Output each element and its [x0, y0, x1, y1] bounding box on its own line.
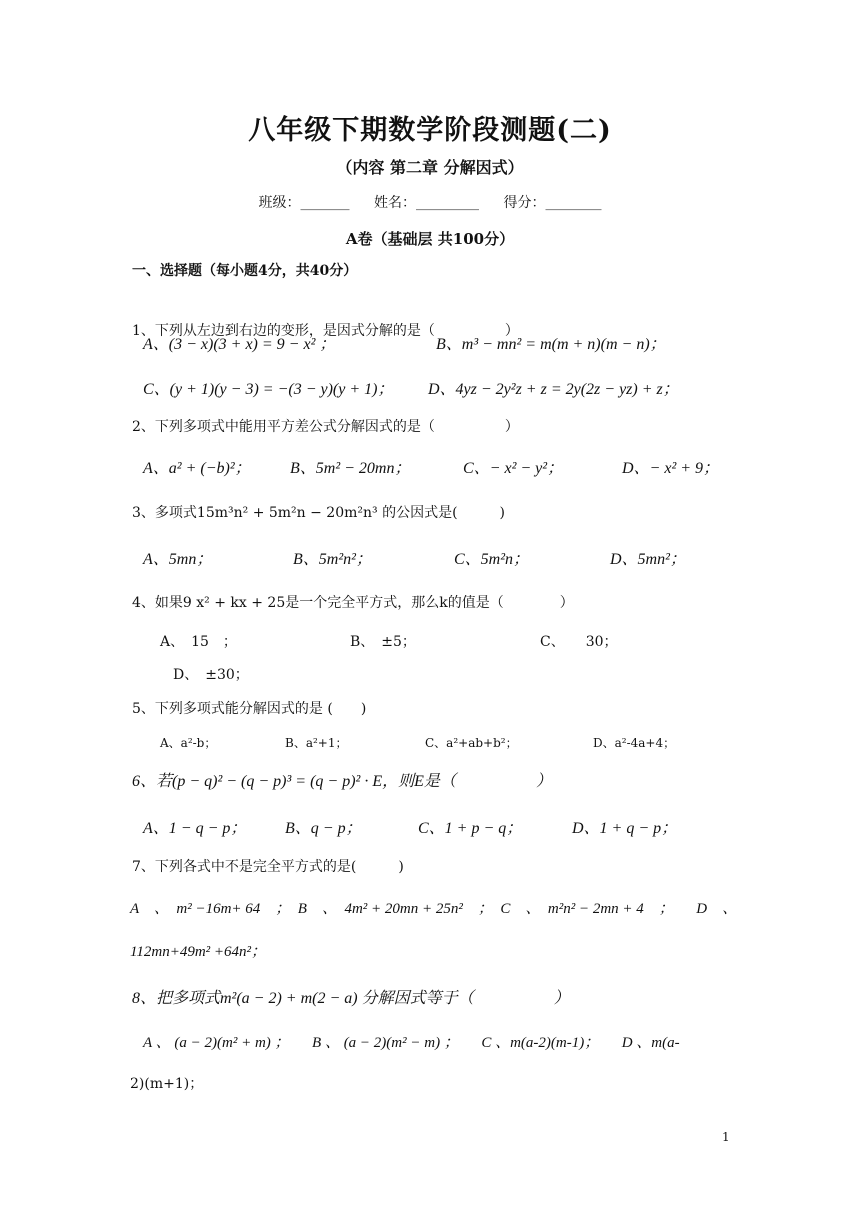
q1-option-d: D、4yz − 2y²z + z = 2y(2z − yz) + z；: [428, 381, 679, 398]
q6-option-c: C、1 + p − q；: [418, 820, 523, 837]
student-info-line: [0, 192, 860, 212]
question-3-stem: 3、多项式15m³n² + 5m²n − 20m²n³ 的公因式是( ): [132, 505, 506, 521]
q5-option-a: A、a²-b；: [160, 736, 217, 750]
q3-option-c: C、5m²n；: [454, 551, 530, 568]
q2-option-b: B、5m² − 20mn；: [290, 460, 411, 477]
q4-option-d: D、 ±30；: [173, 667, 249, 683]
part-heading: 一、选择题（每小题4分，共40分）: [132, 263, 358, 279]
q8-options-line-2: 2)(m+1)；: [130, 1076, 204, 1092]
section-heading: A卷（基础层 共100分）: [345, 230, 515, 248]
q6-option-d: D、1 + q − p；: [572, 820, 678, 837]
q2-option-a: A、a² + (−b)²；: [143, 460, 251, 477]
q2-option-c: C、− x² − y²；: [463, 460, 564, 477]
q4-option-a: A、 15 ；: [160, 634, 237, 650]
question-8-stem: 8、把多项式m²(a − 2) + m(2 − a) 分解因式等于（ ）: [132, 990, 570, 1007]
q2-option-d: D、− x² + 9；: [622, 460, 720, 477]
q3-option-d: D、5mn²；: [610, 551, 686, 568]
question-7-stem: 7、下列各式中不是完全平方式的是( ): [132, 859, 404, 875]
q4-option-c: C、 30；: [540, 634, 618, 650]
page-number: 1: [722, 1130, 730, 1144]
page-title: 八年级下期数学阶段测题(二): [248, 115, 612, 146]
q7-options-line-2: 112mn+49m² +64n²；: [130, 944, 267, 960]
q1-option-a: A、(3 − x)(3 + x) = 9 − x² ；: [143, 336, 336, 353]
question-2-stem: 2、下列多项式中能用平方差公式分解因式的是（ ）: [132, 419, 519, 435]
question-6-stem: 6、若(p − q)² − (q − p)³ = (q − p)² · E，则E是（ ）: [132, 773, 552, 790]
page-subtitle: （内容 第二章 分解因式）: [336, 158, 524, 177]
q3-option-a: A、5mn；: [143, 551, 213, 568]
question-1-stem: 1、下列从左边到右边的变形，是因式分解的是（ ）: [132, 323, 519, 339]
q4-option-b: B、 ±5；: [350, 634, 416, 650]
q6-option-b: B、q − p；: [285, 820, 362, 837]
q1-option-b: B、m³ − mn² = m(m + n)(m − n)；: [436, 336, 666, 353]
name-field: 姓名：_________: [374, 195, 479, 211]
class-field: 班级：_______: [258, 195, 350, 211]
q7-options-line-1: A 、 m² −16m+ 64 ； B 、 4m² + 20mn + 25n² ； C 、 m²n² − 2mn + 4 ； D 、: [130, 901, 738, 917]
question-5-stem: 5、下列多项式能分解因式的是 ( ): [132, 701, 367, 717]
q3-option-b: B、5m²n²；: [293, 551, 372, 568]
q5-option-d: D、a²-4a+4；: [593, 736, 676, 750]
question-4-stem: 4、如果9 x² + kx + 25是一个完全平方式，那么k的值是（ ）: [132, 595, 574, 611]
q6-option-a: A、1 − q − p；: [143, 820, 247, 837]
q1-option-c: C、(y + 1)(y − 3) = −(3 − y)(y + 1)；: [143, 381, 394, 398]
score-field: 得分：________: [503, 195, 602, 211]
q5-option-b: B、a²+1；: [285, 736, 348, 750]
q5-option-c: C、a²+ab+b²；: [425, 736, 518, 750]
q8-options-line-1: A 、 (a − 2)(m² + m) ； B 、 (a − 2)(m² − m) ； C 、m(a-2)(m-1)； D 、m(a-: [143, 1035, 680, 1051]
